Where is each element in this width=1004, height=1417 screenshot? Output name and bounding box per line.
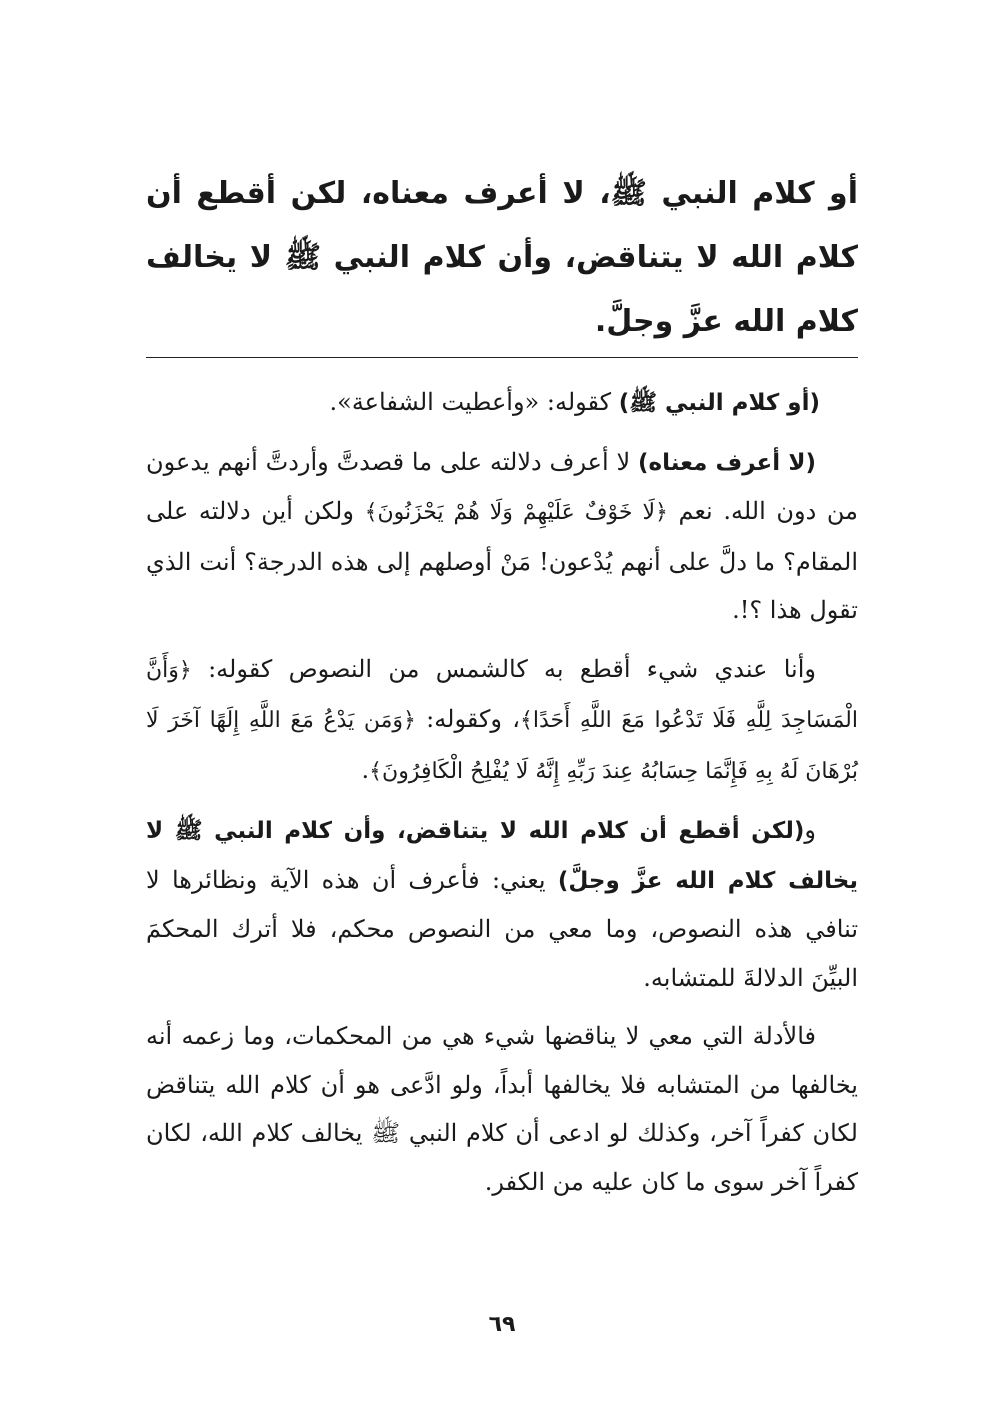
quoted-matn: (لكن أقطع أن كلام الله لا يتناقض، وأن كلام النبي ﷺ لا يخالف كلام الله عزَّ وجلَّ) xyxy=(146,818,858,894)
paragraph-text: كقوله: «وأعطيت الشفاعة». xyxy=(329,388,619,416)
quoted-matn: (لا أعرف معناه) xyxy=(638,449,816,476)
footnote-divider xyxy=(146,357,858,358)
paragraph-text: . xyxy=(361,755,370,784)
paragraph-text: فالأدلة التي معي لا يناقضها شيء هي من المحكمات، وما زعمه أنه يخالفها من المتشابه فلا يخالفها أبداً، ولو ادَّعى هو أن كلام الله يتناقض لكان كفراً آخر، وكذلك لو ادعى أن كلام النبي ﷺ يخالف كلام الله، لكان كفراً آخر سوى ما كان عليه من الكفر. xyxy=(146,1022,858,1196)
commentary-paragraph-3 xyxy=(146,645,858,797)
quran-verse: ﴿لَا خَوْفٌ عَلَيْهِمْ وَلَا هُمْ يَحْزَنُونَ﴾ xyxy=(364,500,668,525)
paragraph-text: و xyxy=(804,816,816,844)
quran-verse: ﴿وَأَنَّ الْمَسَاجِدَ لِلَّهِ فَلَا تَدْعُوا مَعَ اللَّهِ أَحَدًا﴾ xyxy=(146,657,859,733)
commentary-paragraph-4 xyxy=(146,806,858,1002)
quran-verse: ﴿وَمَن يَدْعُ مَعَ اللَّهِ إِلَهًا آخَرَ لَا بُرْهَانَ لَهُ بِهِ فَإِنَّمَا حِسَابُهُ عِندَ رَبِّهِ إِنَّهُ لَا يُفْلِحُ الْكَافِرُونَ﴾ xyxy=(146,708,858,784)
paragraph-text: وأنا عندي شيء أقطع به كالشمس من النصوص كقوله: xyxy=(191,654,816,683)
paragraph-text: ولكن أين دلالته على المقام؟ ما دلَّ على أنهم يُدْعون! مَنْ أوصلهم إلى هذه الدرجة؟ أنت الذي تقول هذا ؟!. xyxy=(146,497,858,624)
paragraph-text: ، وكقوله: xyxy=(415,705,520,733)
quoted-matn: (أو كلام النبي ﷺ) xyxy=(618,390,820,416)
paragraph-text: لا أعرف دلالته على ما قصدتَّ وأردتَّ أنهم يدعون من دون الله. نعم xyxy=(146,447,859,525)
commentary-paragraph-2 xyxy=(146,438,858,635)
matn-text: أو كلام النبي ﷺ، لا أعرف معناه، لكن أقطع أن كلام الله لا يتناقض، وأن كلام النبي ﷺ لا يخالف كلام الله عزَّ وجلَّ. xyxy=(146,176,858,339)
commentary-paragraph-5 xyxy=(146,1012,858,1206)
paragraph-text: يعني: فأعرف أن هذه الآية ونظائرها لا تنافي هذه النصوص، وما معي من النصوص محكم، فلا أترك المحكمَ البيِّنَ الدلالةَ للمتشابه. xyxy=(146,865,858,992)
commentary-paragraph-1 xyxy=(146,378,858,428)
commentary xyxy=(146,378,858,1216)
page-number: ٦٩ xyxy=(488,1312,516,1337)
